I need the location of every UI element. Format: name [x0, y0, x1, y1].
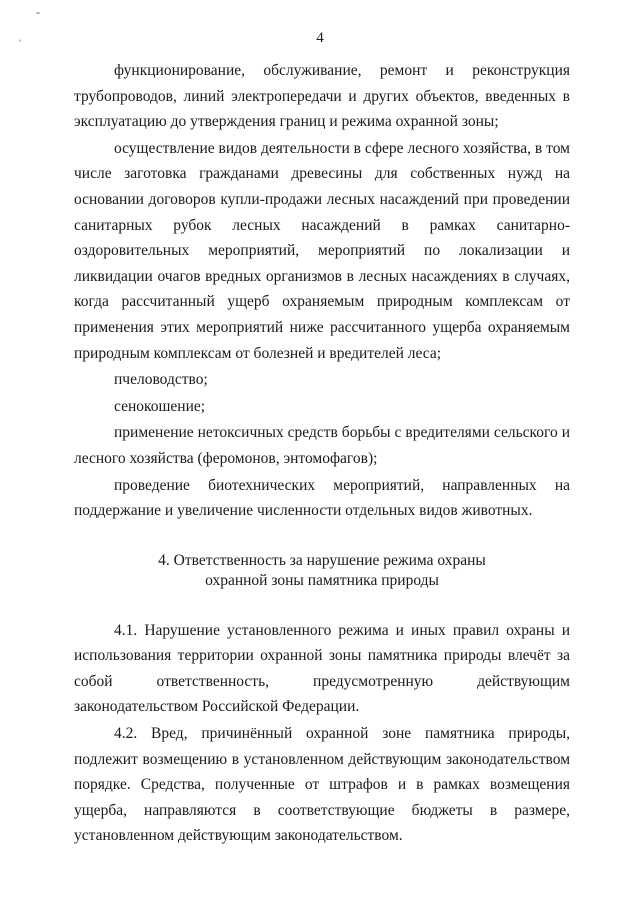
- paragraph: пчеловодство;: [114, 371, 208, 389]
- paragraph: проведение биотехнических мероприятий, направленных на поддержание и увеличение численности отдельных видов животных.: [74, 476, 570, 520]
- section-heading-line: охранной зоны памятника природы: [205, 571, 439, 589]
- page-number: 4: [316, 30, 324, 46]
- paragraph: функционирование, обслуживание, ремонт и реконструкция трубопроводов, линий электропередачи и других объектов, введенных в эксплуатацию до утверждения границ и режима охранной зоны;: [74, 62, 570, 131]
- document-body: [74, 58, 570, 849]
- section-heading-line: 4. Ответственность за нарушение режима охраны: [158, 551, 486, 569]
- scan-mark: ʿ: [18, 37, 22, 51]
- paragraph: 4.1. Нарушение установленного режима и иных правил охраны и использования территории охранной зоны памятника природы влечёт за собой ответственность, предусмотренную действующим законодательством Российской Федерации.: [74, 621, 570, 716]
- paragraph: сенокошение;: [114, 397, 206, 415]
- paragraph: 4.2. Вред, причинённый охранной зоне памятника природы, подлежит возмещению в установленном действующим законодательством порядке. Средства, полученные от штрафов и в рамках возмещения ущерба, направляются в соответствующие бюджеты в размере, установленном действующим законодательством.: [74, 725, 570, 845]
- scan-mark: -: [36, 5, 40, 19]
- paragraph: осуществление видов деятельности в сфере лесного хозяйства, в том числе заготовка гражданами древесины для собственных нужд на основании договоров купли-продажи лесных насаждений при проведении санитарных рубок лесных насаждений в рамках санитарно-оздоровительных мероприятий, мероприятий по локализации и ликвидации очагов вредных организмов в лесных насаждениях в случаях, когда рассчитанный ущерб охраняемым природным комплексам от применения этих мероприятий ниже рассчитанного ущерба охраняемым природным комплексам от болезней и вредителей леса;: [74, 139, 570, 362]
- paragraph: применение нетоксичных средств борьбы с вредителями сельского и лесного хозяйства (феромонов, энтомофагов);: [74, 424, 570, 467]
- section-heading: [74, 551, 570, 591]
